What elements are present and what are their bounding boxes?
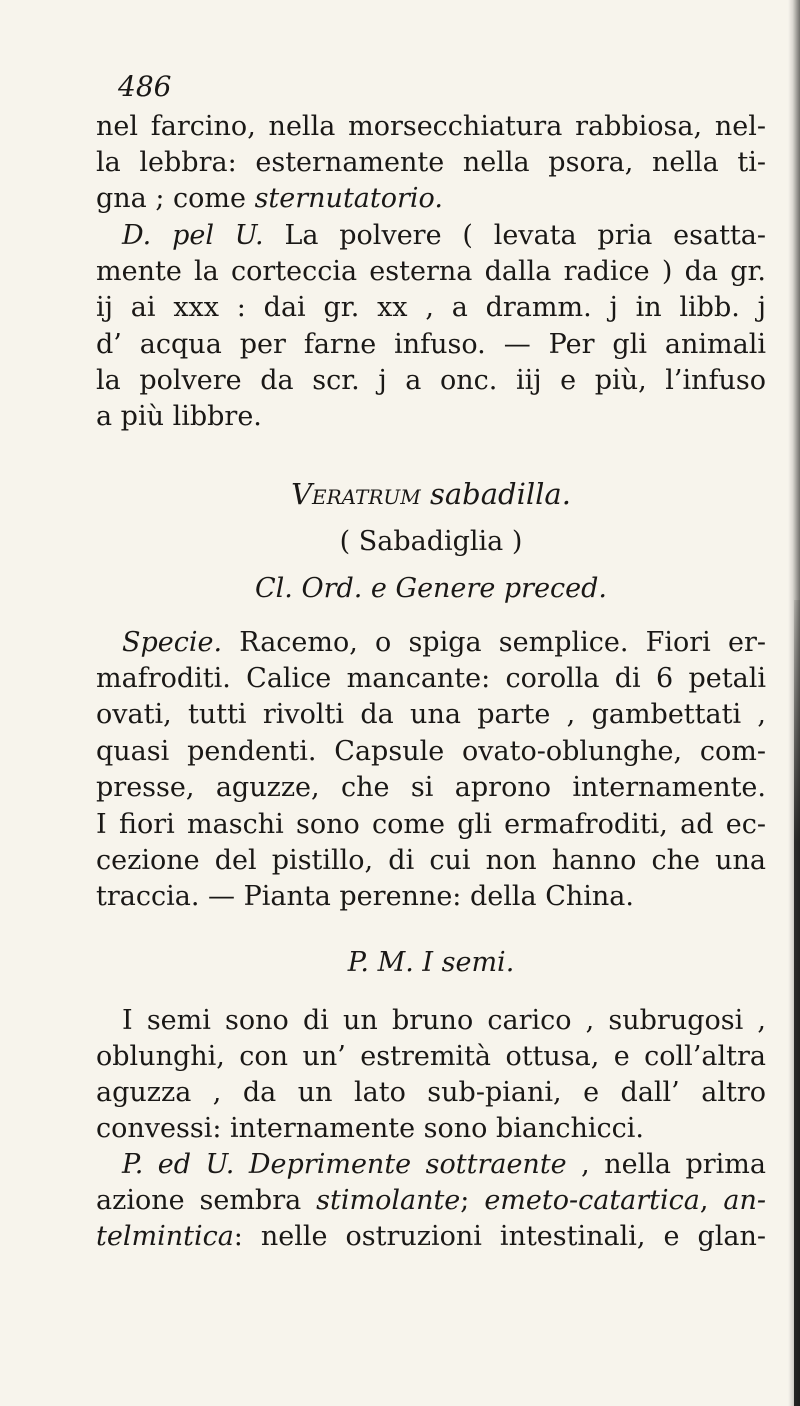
text-line: I semi sono di un bruno carico , subrugosi , <box>122 1005 766 1036</box>
text-span: , nella prima <box>566 1149 766 1180</box>
text-span: , <box>699 1185 724 1216</box>
text-line: d’ acqua per farne infuso. — Per gli animali <box>96 329 766 360</box>
text-line <box>96 1184 766 1217</box>
italic-term: telmintica <box>96 1221 234 1252</box>
text-line: a più libbre. <box>96 401 262 432</box>
text-span: azione sembra <box>96 1185 317 1216</box>
text-line: mafroditi. Calice mancante: corolla di 6 petali <box>96 663 766 694</box>
text-line: nel farcino, nella morsecchiatura rabbiosa, nel- <box>96 111 766 142</box>
text-line: ij ai xxx : dai gr. xx , a dramm. j in libb. j <box>96 292 766 323</box>
italic-term: stimolante <box>316 1185 461 1216</box>
text-span: ; <box>460 1185 485 1216</box>
page-edge-dark <box>794 600 800 1406</box>
text-line: mente la corteccia esterna dalla radice ) da gr. <box>96 256 766 287</box>
text-line: cezione del pistillo, di cui non hanno che una <box>96 845 766 876</box>
text-line: oblunghi, con un’ estremità ottusa, e coll’altra <box>96 1041 766 1072</box>
species-heading <box>96 478 766 511</box>
species-name: sabadilla. <box>420 477 571 511</box>
italic-term: an- <box>723 1185 766 1216</box>
text-line: traccia. — Pianta perenne: della China. <box>96 881 634 912</box>
text-line: ovati, tutti rivolti da una parte , gambettati , <box>96 699 766 730</box>
text-line: la lebbra: esternamente nella psora, nella ti- <box>96 147 766 178</box>
section-label: P. ed U. Deprimente sottraente <box>122 1149 567 1180</box>
text-span: : nelle ostruzioni intestinali, e glan- <box>233 1221 766 1252</box>
section-label: Specie. <box>122 627 223 658</box>
text-span: Racemo, o spiga semplice. Fiori er- <box>222 627 766 658</box>
section-label: D. pel U. <box>122 220 264 251</box>
text-line <box>96 1148 766 1181</box>
text-line: convessi: internamente sono bianchicci. <box>96 1113 645 1144</box>
text-span: gna ; come <box>96 183 255 214</box>
text-line: I fiori maschi sono come gli ermafroditi, ad ec- <box>96 809 766 840</box>
text-line <box>96 626 766 659</box>
common-name: ( Sabadiglia ) <box>339 526 523 557</box>
page-number: 486 <box>118 70 172 103</box>
text-line <box>96 182 766 215</box>
subheading: P. M. I semi. <box>347 947 515 978</box>
text-line: presse, aguzze, che si aprono internamente. <box>96 772 766 803</box>
classification: Cl. Ord. e Genere preced. <box>254 573 608 604</box>
text-line: aguzza , da un lato sub-piani, e dall’ altro <box>96 1077 766 1108</box>
text-line <box>96 219 766 252</box>
text-line: la polvere da scr. j a onc. iij e più, l’infuso <box>96 365 766 396</box>
genus-name: Veratrum <box>291 477 421 511</box>
text-line: quasi pendenti. Capsule ovato-oblunghe, com- <box>96 736 766 767</box>
text-line <box>96 1220 766 1253</box>
text-span: La polvere ( levata pria esatta- <box>263 220 766 251</box>
italic-term: sternutatorio. <box>254 183 443 214</box>
italic-term: emeto-catartica <box>484 1185 700 1216</box>
